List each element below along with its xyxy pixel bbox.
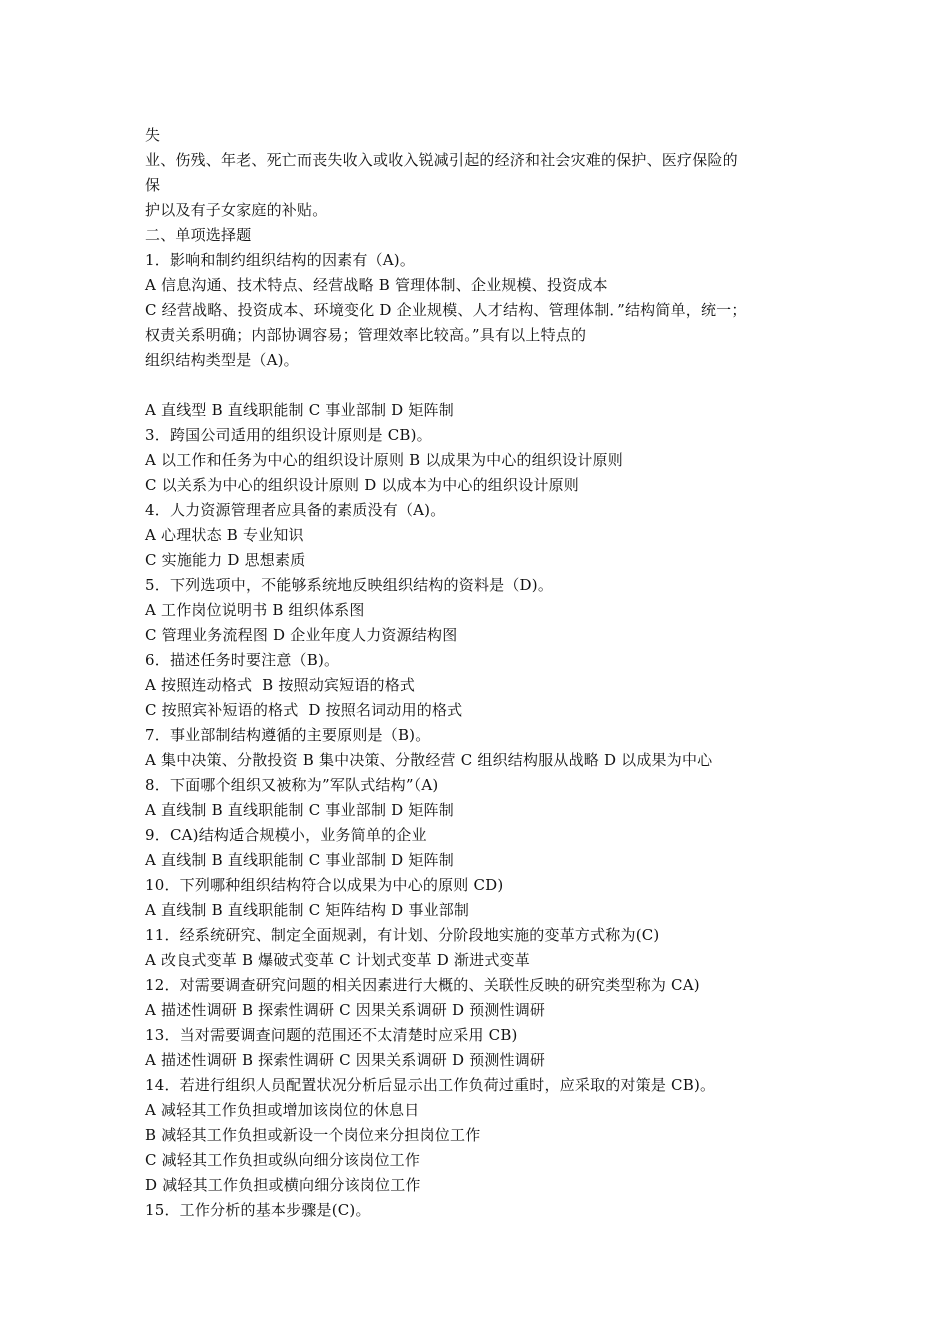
question-8: 8．下面哪个组织又被称为”军队式结构”（A) xyxy=(145,776,439,794)
option-line: A 描述性调研 B 探索性调研 C 因果关系调研 D 预测性调研 xyxy=(145,1001,546,1019)
text-line: 业、伤残、年老、死亡而丧失收入或收入锐减引起的经济和社会灾难的保护、医疗保险的 xyxy=(145,151,738,169)
text-line: 失 xyxy=(145,126,161,144)
option-line: A 直线制 B 直线职能制 C 事业部制 D 矩阵制 xyxy=(145,801,454,819)
question-3: 3．跨国公司适用的组织设计原则是 CB)。 xyxy=(145,426,432,444)
option-line: A 心理状态 B 专业知识 xyxy=(145,526,304,544)
option-line: B 减轻其工作负担或新设一个岗位来分担岗位工作 xyxy=(145,1126,481,1144)
question-15: 15．工作分析的基本步骤是(C)。 xyxy=(145,1201,371,1219)
question-7: 7．事业部制结构遵循的主要原则是（B)。 xyxy=(145,726,431,744)
blank-line xyxy=(145,373,825,398)
question-9: 9．CA)结构适合规模小，业务简单的企业 xyxy=(145,826,427,844)
option-line: A 直线制 B 直线职能制 C 矩阵结构 D 事业部制 xyxy=(145,901,470,919)
option-line: A 直线型 B 直线职能制 C 事业部制 D 矩阵制 xyxy=(145,401,454,419)
option-line: A 按照连动格式 B 按照动宾短语的格式 xyxy=(145,676,416,694)
text-line: 护以及有子女家庭的补贴。 xyxy=(145,201,328,219)
option-line: C 以关系为中心的组织设计原则 D 以成本为中心的组织设计原则 xyxy=(145,476,580,494)
option-line: A 描述性调研 B 探索性调研 C 因果关系调研 D 预测性调研 xyxy=(145,1051,546,1069)
option-line: D 减轻其工作负担或横向细分该岗位工作 xyxy=(145,1176,421,1194)
option-line: A 信息沟通、技术特点、经营战略 B 管理体制、企业规模、投资成本 xyxy=(145,276,608,294)
option-line: A 工作岗位说明书 B 组织体系图 xyxy=(145,601,365,619)
option-line: C 按照宾补短语的格式 D 按照名词动用的格式 xyxy=(145,701,463,719)
question-11: 11．经系统研究、制定全面规剥，有计划、分阶段地实施的变革方式称为(C) xyxy=(145,926,660,944)
question-14: 14．若进行组织人员配置状况分析后显示出工作负荷过重时，应采取的对策是 CB)。 xyxy=(145,1076,716,1094)
option-line: A 以工作和任务为中心的组织设计原则 B 以成果为中心的组织设计原则 xyxy=(145,451,623,469)
option-line: C 经营战略、投资成本、环境变化 D 企业规模、人才结构、管理体制．”结构简单，统一； xyxy=(145,301,747,319)
option-line: C 减轻其工作负担或纵向细分该岗位工作 xyxy=(145,1151,421,1169)
question-1: 1．影响和制约组织结构的因素有（A)。 xyxy=(145,251,416,269)
document-body xyxy=(145,123,825,1223)
option-line: A 改良式变革 B 爆破式变革 C 计划式变革 D 渐进式变革 xyxy=(145,951,530,969)
option-line: A 直线制 B 直线职能制 C 事业部制 D 矩阵制 xyxy=(145,851,454,869)
text-line: 组织结构类型是（A)。 xyxy=(145,351,299,369)
option-line: C 实施能力 D 思想素质 xyxy=(145,551,306,569)
question-13: 13．当对需要调查问题的范围还不太清楚时应采用 CB) xyxy=(145,1026,518,1044)
option-line: A 集中决策、分散投资 B 集中决策、分散经营 C 组织结构服从战略 D 以成果为中心 xyxy=(145,751,713,769)
text-line: 权责关系明确；内部协调容易；管理效率比较高。”具有以上特点的 xyxy=(145,326,587,344)
text-line: 保 xyxy=(145,176,161,194)
question-6: 6．描述任务时要注意（B)。 xyxy=(145,651,340,669)
question-10: 10．下列哪种组织结构符合以成果为中心的原则 CD) xyxy=(145,876,504,894)
question-12: 12．对需要调查研究问题的相关因素进行大概的、关联性反映的研究类型称为 CA) xyxy=(145,976,700,994)
question-4: 4．人力资源管理者应具备的素质没有（A)。 xyxy=(145,501,446,519)
option-line: C 管理业务流程图 D 企业年度人力资源结构图 xyxy=(145,626,458,644)
option-line: A 减轻其工作负担或增加该岗位的休息日 xyxy=(145,1101,420,1119)
section-heading: 二、单项选择题 xyxy=(145,226,252,244)
question-5: 5．下列选项中，不能够系统地反映组织结构的资料是（D)。 xyxy=(145,576,554,594)
